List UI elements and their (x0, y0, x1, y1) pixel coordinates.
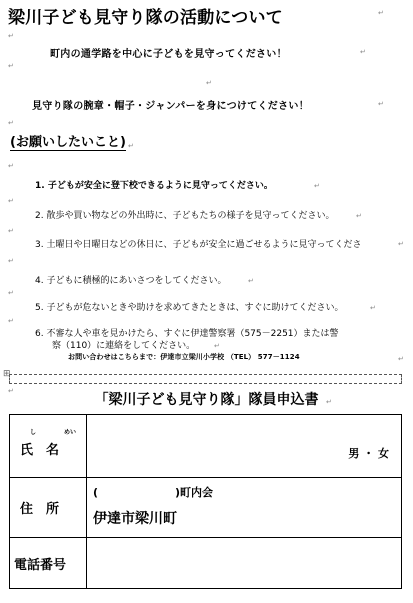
sex-options: 男 ・ 女 (348, 447, 389, 460)
form-title: 「梁川子ども見守り隊」隊員申込書 (94, 392, 319, 408)
request-item: 3. 土曜日や日曜日などの休日に、子どもが安全に過ごせるように見守ってくださ (35, 240, 362, 250)
request-item: 1. 子どもが安全に登下校できるように見守ってください。 (35, 181, 273, 191)
slogan-wear-gear: 見守り隊の腕章・帽子・ジャンパーを身につけてください！ (32, 101, 309, 112)
name-label: 氏 名 (20, 443, 60, 458)
request-item: 5. 子どもが危ないときや助けを求めてきたときは、すぐに助けてください。 (35, 303, 344, 313)
address-label-cell (10, 478, 87, 538)
request-item: 6. 不審な人や車を見かけたら、すぐに伊達警察署（575－2251）または警 (35, 329, 339, 339)
paragraph-mark: ↵ (314, 182, 320, 190)
contact-info: お問い合わせはこちらまで：伊達市立梁川小学校 （TEL） 577－1124 (68, 353, 300, 361)
paragraph-mark: ↵ (378, 100, 384, 108)
town-association-text: ( )町内会 (93, 486, 214, 499)
paragraph-mark: ↵ (214, 342, 220, 350)
paragraph-mark: ↵ (8, 197, 14, 205)
paragraph-mark: ↵ (248, 277, 254, 285)
paragraph-mark: ↵ (8, 119, 14, 127)
phone-field[interactable] (87, 538, 402, 589)
paragraph-mark: ↵ (128, 142, 134, 150)
request-item: 2. 散歩や買い物などの外出時に、子どもたちの様子を見守ってください。 (35, 211, 335, 221)
requests-heading: (お願いしたいこと) (10, 135, 126, 150)
document-title: 梁川子ども見守り隊の活動について (8, 8, 283, 28)
cut-line (9, 374, 402, 384)
name-ruby-shi: し (30, 429, 37, 436)
address-field[interactable] (87, 478, 402, 538)
request-item-continuation: 察（110）に連絡をしてください。 (52, 341, 196, 351)
phone-label: 電話番号 (14, 558, 67, 573)
paragraph-mark: ↵ (8, 317, 14, 325)
name-label-cell (10, 415, 87, 478)
phone-label-cell (10, 538, 87, 589)
paragraph-mark: ↵ (356, 212, 362, 220)
paragraph-mark: ↵ (8, 387, 14, 395)
application-form-table (9, 414, 402, 589)
request-item: 4. 子どもに積極的にあいさつをしてください。 (35, 276, 227, 286)
paragraph-mark: ↵ (370, 304, 376, 312)
paragraph-mark: ↵ (8, 289, 14, 297)
text-box-anchor-icon: ⊞ (3, 369, 11, 379)
paragraph-mark: ↵ (398, 355, 404, 363)
paragraph-mark: ↵ (8, 62, 14, 70)
paragraph-mark: ↵ (8, 32, 14, 40)
paragraph-mark: ↵ (206, 79, 212, 87)
paragraph-mark: ↵ (326, 398, 332, 406)
paragraph-mark: ↵ (360, 48, 366, 56)
paragraph-mark: ↵ (8, 162, 14, 170)
slogan-watch-routes: 町内の通学路を中心に子どもを見守ってください！ (50, 49, 287, 60)
paragraph-mark: ↵ (8, 227, 14, 235)
paragraph-mark: ↵ (398, 240, 404, 248)
paragraph-mark: ↵ (8, 257, 14, 265)
city-text: 伊達市梁川町 (93, 511, 177, 527)
name-field[interactable] (87, 415, 402, 478)
name-ruby-mei: めい (64, 429, 77, 436)
paragraph-mark: ↵ (378, 9, 384, 17)
address-label: 住 所 (20, 502, 60, 517)
